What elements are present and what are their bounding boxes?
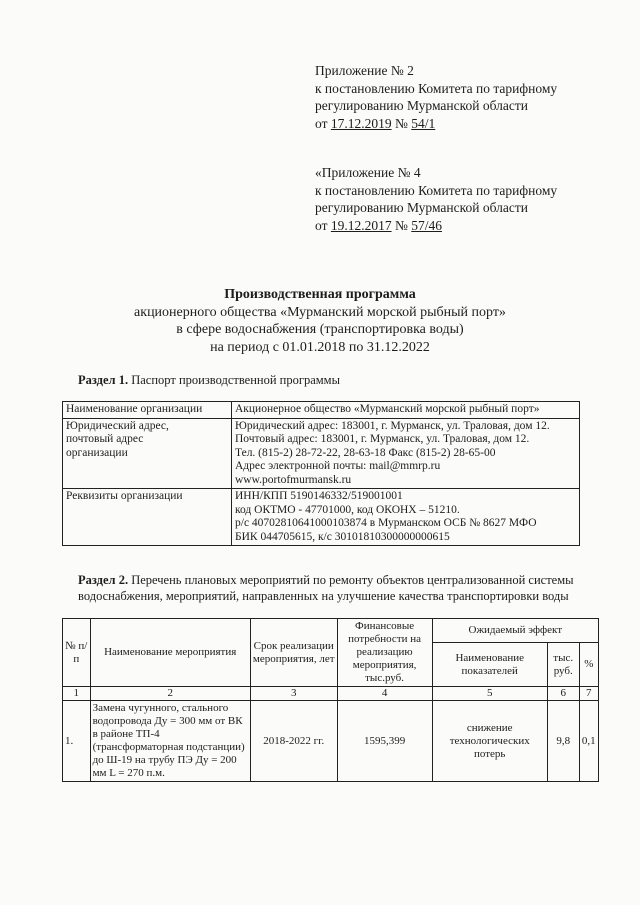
header-row bbox=[63, 619, 599, 643]
col-number: 4 bbox=[337, 687, 432, 701]
row-term: 2018-2022 гг. bbox=[250, 701, 337, 782]
section-1-text: Паспорт производственной программы bbox=[128, 373, 340, 387]
header-name: Наименование мероприятия bbox=[90, 619, 250, 687]
table-row bbox=[63, 489, 580, 546]
header-num: № п/п bbox=[63, 619, 91, 687]
appendix-4-date-line bbox=[315, 217, 557, 235]
header-term: Срок реализации мероприятия, лет bbox=[250, 619, 337, 687]
address-label-line: организации bbox=[66, 446, 128, 459]
appendix-4-date-prefix: от bbox=[315, 217, 331, 233]
appendix-2-date-line bbox=[315, 115, 557, 133]
appendix-2-line3: регулированию Мурманской области bbox=[315, 98, 528, 113]
org-name-label: Наименование организации bbox=[63, 402, 232, 419]
appendix-4-line3: регулированию Мурманской области bbox=[315, 200, 528, 215]
col-number: 2 bbox=[90, 687, 250, 701]
appendix-4-block bbox=[315, 164, 557, 234]
row-measure-name: Замена чугунного, стального водопровода Ду = 300 мм от ВК в районе ТП-4 (трансформаторная подстанции) до Ш-19 на трубу ПЭ Ду = 200 мм L = 270 п.м. bbox=[90, 701, 250, 782]
title-period: на период с 01.01.2018 по 31.12.2022 bbox=[210, 339, 430, 355]
address-value-cell bbox=[232, 418, 580, 489]
header-percent: % bbox=[579, 643, 598, 687]
col-number: 3 bbox=[250, 687, 337, 701]
header-finance: Финансовые потребности на реализацию мероприятия, тыс.руб. bbox=[337, 619, 432, 687]
appendix-2-title: Приложение № 2 bbox=[315, 63, 414, 78]
appendix-2-number: 54/1 bbox=[411, 115, 436, 131]
row-finance: 1595,399 bbox=[337, 701, 432, 782]
section-1-label: Раздел 1. bbox=[78, 373, 129, 387]
address-label-line: почтовый адрес bbox=[66, 433, 144, 445]
bank-account: р/с 40702810641000103874 в Мурманском ОСБ № 8627 МФО bbox=[235, 517, 537, 529]
appendix-2-line2: к постановлению Комитета по тарифному bbox=[315, 80, 558, 96]
table-row bbox=[63, 418, 580, 489]
row-indicator: снижение технологических потерь bbox=[432, 701, 547, 782]
legal-address: Юридический адрес: 183001, г. Мурманск, ул. Траловая, дом 12. bbox=[235, 419, 550, 432]
requisites-label: Реквизиты организации bbox=[63, 489, 232, 546]
measures-table bbox=[62, 618, 599, 782]
document-title-block bbox=[0, 286, 640, 356]
table-row bbox=[63, 701, 599, 782]
appendix-4-number: 57/46 bbox=[411, 217, 443, 233]
passport-table bbox=[62, 401, 580, 546]
appendix-4-title: «Приложение № 4 bbox=[315, 165, 421, 180]
col-number: 5 bbox=[432, 687, 547, 701]
email-address: Адрес электронной почты: mail@mmrp.ru bbox=[235, 460, 441, 472]
postal-address: Почтовый адрес: 183001, г. Мурманск, ул. Траловая, дом 12. bbox=[235, 433, 530, 445]
appendix-2-date-prefix: от bbox=[315, 115, 331, 131]
header-thousand-rub: тыс. руб. bbox=[547, 643, 579, 687]
section-2-text: Перечень плановых мероприятий по ремонту объектов централизованной системы водоснабжения, мероприятий, направленных на улучшение качества транспортировки воды bbox=[78, 573, 574, 603]
header-indicator: Наименование показателей bbox=[432, 643, 547, 687]
org-name-value: Акционерное общество «Мурманский морской рыбный порт» bbox=[232, 402, 580, 419]
appendix-2-num-prefix: № bbox=[391, 115, 412, 131]
address-label-cell bbox=[63, 418, 232, 489]
section-2-label: Раздел 2. bbox=[78, 573, 129, 587]
website: www.portofmurmansk.ru bbox=[235, 473, 352, 486]
table-row bbox=[63, 402, 580, 419]
appendix-4-line2: к постановлению Комитета по тарифному bbox=[315, 182, 558, 198]
inn-kpp: ИНН/КПП 5190146332/519001001 bbox=[235, 490, 403, 502]
appendix-4-num-prefix: № bbox=[391, 217, 412, 233]
col-number: 1 bbox=[63, 687, 91, 701]
bik-corr-account: БИК 044705615, к/с 30101810300000000615 bbox=[235, 530, 450, 543]
section-2-heading bbox=[78, 572, 598, 604]
address-label-line: Юридический адрес, bbox=[66, 419, 169, 432]
title-company: акционерного общества «Мурманский морской рыбный порт» bbox=[134, 304, 506, 320]
oktmo-okonh: код ОКТМО - 47701000, код ОКОНХ – 51210. bbox=[235, 503, 460, 516]
appendix-2-date: 17.12.2019 bbox=[330, 115, 392, 131]
row-thousand-rub: 9,8 bbox=[547, 701, 579, 782]
appendix-4-date: 19.12.2017 bbox=[330, 217, 392, 233]
section-1-heading bbox=[78, 372, 340, 388]
row-num: 1. bbox=[63, 701, 91, 782]
col-number: 7 bbox=[579, 687, 598, 701]
header-effect: Ожидаемый эффект bbox=[432, 619, 598, 643]
row-percent: 0,1 bbox=[579, 701, 598, 782]
title-sphere: в сфере водоснабжения (транспортировка воды) bbox=[176, 322, 464, 337]
col-number: 6 bbox=[547, 687, 579, 701]
requisites-value-cell bbox=[232, 489, 580, 546]
column-numbers-row bbox=[63, 687, 599, 701]
document-title: Производственная программа bbox=[224, 287, 416, 302]
phone-fax: Тел. (815-2) 28-72-22, 28-63-18 Факс (815-2) 28-65-00 bbox=[235, 446, 496, 459]
appendix-2-block bbox=[315, 62, 557, 132]
